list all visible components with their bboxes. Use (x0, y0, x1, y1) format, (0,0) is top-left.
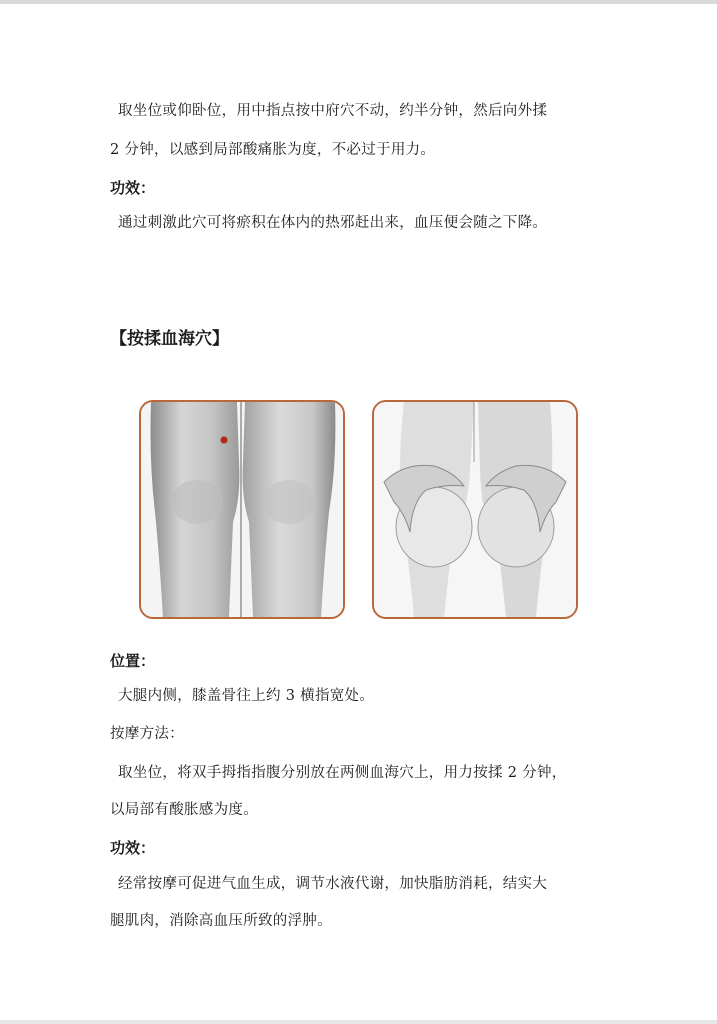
section-title: 【按揉血海穴】 (110, 329, 229, 349)
method-heading: 按摩方法： (110, 726, 184, 742)
position-text: 大腿内侧，膝盖骨往上约 3 横指宽处。 (118, 688, 375, 704)
page-bottom-rule (0, 1020, 717, 1024)
page-top-rule (0, 0, 717, 4)
effect-line-2: 腿肌肉，消除高血压所致的浮肿。 (110, 913, 332, 929)
massage-hands-illustration (372, 400, 578, 619)
effect-text-1: 通过刺激此穴可将瘀积在体内的热邪赶出来，血压便会随之下降。 (118, 215, 548, 231)
effect-line-1: 经常按摩可促进气血生成，调节水液代谢，加快脂肪消耗，结实大 (118, 876, 548, 892)
effect-heading-1: 功效： (110, 179, 156, 197)
intro-line-2: 2 分钟，以感到局部酸痛胀为度，不必过于用力。 (110, 142, 436, 158)
knees-acupoint-illustration (139, 400, 345, 619)
method-line-1: 取坐位，将双手拇指指腹分别放在两侧血海穴上，用力按揉 2 分钟， (118, 765, 567, 781)
effect-heading-2: 功效： (110, 839, 156, 857)
acupoint-marker (220, 436, 227, 443)
intro-line-1: 取坐位或仰卧位，用中指点按中府穴不动，约半分钟，然后向外揉 (118, 103, 548, 119)
position-heading: 位置： (110, 652, 156, 670)
method-line-2: 以局部有酸胀感为度。 (110, 802, 258, 818)
